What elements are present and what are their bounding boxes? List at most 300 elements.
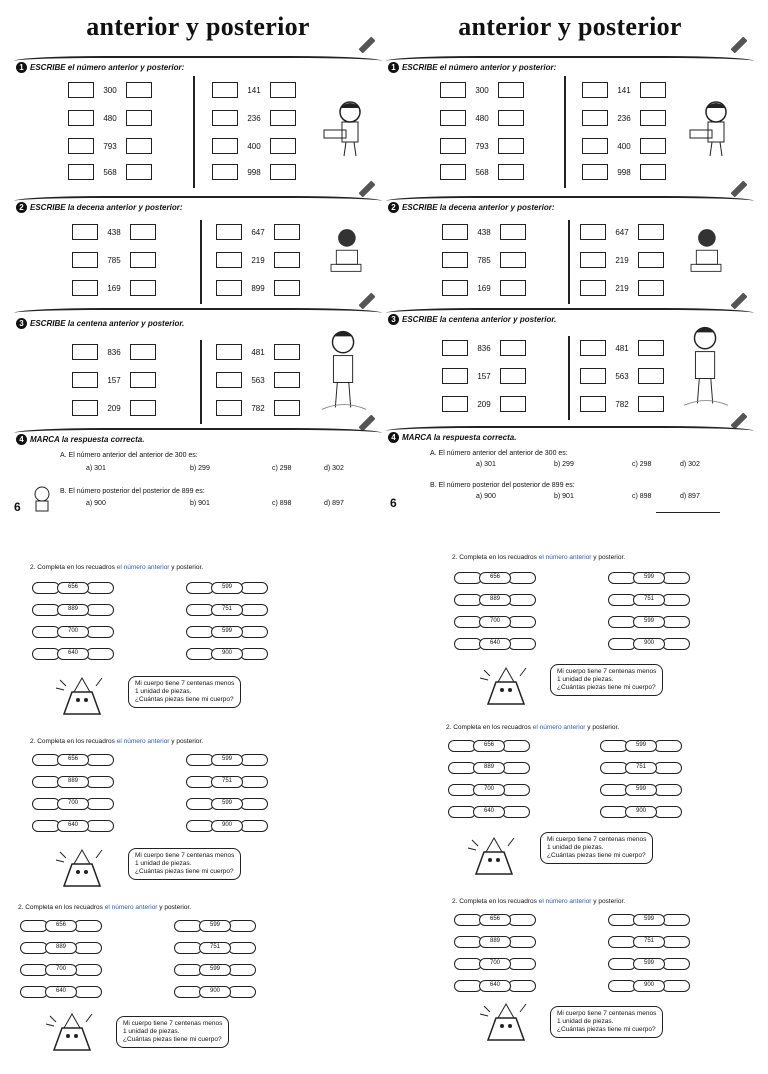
option[interactable]: d) 302 (324, 465, 344, 472)
s3-row: 481 (216, 344, 300, 360)
answer-box[interactable] (216, 344, 242, 360)
answer-link[interactable] (502, 740, 530, 752)
answer-link[interactable] (662, 914, 690, 926)
answer-link[interactable] (508, 936, 536, 948)
number-chain: 656 (20, 920, 102, 932)
answer-box[interactable] (582, 138, 608, 154)
divider (656, 512, 720, 513)
answer-link[interactable] (186, 754, 214, 766)
answer-box[interactable] (72, 280, 98, 296)
answer-link[interactable] (662, 638, 690, 650)
s2-row: 438 (72, 224, 156, 240)
answer-box[interactable] (274, 224, 300, 240)
answer-link[interactable] (608, 914, 636, 926)
number-chain: 900 (186, 820, 268, 832)
answer-link[interactable] (240, 754, 268, 766)
speech-bubble: Mi cuerpo tiene 7 centenas menos 1 unidad de piezas. ¿Cuántas piezas tiene mi cuerpo? (128, 848, 241, 880)
answer-link[interactable] (654, 740, 682, 752)
number-chain: 700 (454, 616, 536, 628)
answer-link[interactable] (502, 784, 530, 796)
answer-box[interactable] (216, 252, 242, 268)
answer-box[interactable] (68, 82, 94, 98)
answer-link[interactable] (654, 762, 682, 774)
answer-box[interactable] (72, 252, 98, 268)
answer-box[interactable] (270, 164, 296, 180)
answer-link[interactable] (608, 936, 636, 948)
answer-link[interactable] (600, 762, 628, 774)
answer-link[interactable] (608, 594, 636, 606)
option[interactable]: b) 901 (554, 493, 574, 500)
s3-row: 782 (216, 400, 300, 416)
s2-row: 899 (216, 280, 300, 296)
answer-link[interactable] (448, 762, 476, 774)
answer-link[interactable] (502, 762, 530, 774)
number-chain: 751 (186, 604, 268, 616)
option[interactable]: c) 298 (272, 465, 292, 472)
section-1-title: 1 ESCRIBE el número anterior y posterior: (16, 62, 184, 73)
number-chain: 700 (454, 958, 536, 970)
number-chain: 900 (600, 806, 682, 818)
answer-link[interactable] (86, 648, 114, 660)
answer-box[interactable] (130, 344, 156, 360)
number-chain: 599 (608, 914, 690, 926)
answer-link[interactable] (454, 594, 482, 606)
answer-link[interactable] (662, 980, 690, 992)
answer-link[interactable] (228, 964, 256, 976)
number-chain: 751 (600, 762, 682, 774)
answer-link[interactable] (454, 980, 482, 992)
answer-box[interactable] (440, 82, 466, 98)
answer-link[interactable] (240, 776, 268, 788)
divider (14, 308, 382, 318)
answer-link[interactable] (86, 776, 114, 788)
answer-link[interactable] (228, 986, 256, 998)
page-number: 6 (14, 500, 21, 514)
answer-box[interactable] (72, 224, 98, 240)
option[interactable]: c) 898 (632, 493, 652, 500)
answer-box[interactable] (580, 280, 606, 296)
worksheet-title: anterior y posterior (86, 12, 310, 41)
answer-box[interactable] (638, 396, 664, 412)
option[interactable]: d) 897 (324, 500, 344, 507)
answer-link[interactable] (74, 920, 102, 932)
answer-box[interactable] (212, 164, 238, 180)
answer-link[interactable] (454, 936, 482, 948)
question-a-options (86, 465, 344, 472)
answer-link[interactable] (454, 572, 482, 584)
child-reading-illustration (320, 98, 370, 158)
answer-link[interactable] (608, 638, 636, 650)
answer-link[interactable] (174, 986, 202, 998)
answer-box[interactable] (582, 82, 608, 98)
answer-box[interactable] (582, 110, 608, 126)
robot-illustration (476, 998, 536, 1046)
answer-link[interactable] (508, 638, 536, 650)
number-chain: 599 (186, 582, 268, 594)
answer-box[interactable] (130, 280, 156, 296)
answer-box[interactable] (212, 138, 238, 154)
answer-box[interactable] (68, 110, 94, 126)
answer-box[interactable] (440, 110, 466, 126)
number-chain: 900 (608, 638, 690, 650)
number-chain: 889 (20, 942, 102, 954)
answer-box[interactable] (640, 110, 666, 126)
answer-box[interactable] (580, 340, 606, 356)
number-chain: 656 (448, 740, 530, 752)
answer-link[interactable] (86, 582, 114, 594)
answer-box[interactable] (274, 344, 300, 360)
s1-row: 793 (440, 138, 524, 154)
answer-box[interactable] (442, 224, 468, 240)
child-writing-illustration (324, 224, 368, 280)
child-thinking-illustration (682, 322, 730, 410)
answer-link[interactable] (32, 754, 60, 766)
answer-link[interactable] (74, 964, 102, 976)
answer-box[interactable] (498, 138, 524, 154)
answer-box[interactable] (72, 344, 98, 360)
option[interactable]: d) 897 (680, 493, 700, 500)
robot-illustration (42, 1008, 102, 1056)
option[interactable]: b) 901 (190, 500, 210, 507)
answer-box[interactable] (442, 368, 468, 384)
answer-link[interactable] (454, 616, 482, 628)
question-a-options (476, 461, 700, 468)
answer-link[interactable] (662, 616, 690, 628)
s3-row: 209 (442, 396, 526, 412)
s1-row: 400 (582, 138, 666, 154)
chain-sheet (18, 564, 318, 734)
answer-box[interactable] (442, 340, 468, 356)
question-a: A. El número anterior del anterior de 300 es: (430, 450, 568, 457)
number-chain: 640 (32, 820, 114, 832)
answer-link[interactable] (448, 784, 476, 796)
answer-link[interactable] (240, 604, 268, 616)
answer-link[interactable] (448, 806, 476, 818)
answer-link[interactable] (608, 616, 636, 628)
answer-link[interactable] (240, 820, 268, 832)
section-2-title: 2 ESCRIBE la decena anterior y posterior: (16, 202, 183, 213)
option[interactable]: a) 301 (86, 465, 106, 472)
answer-link[interactable] (174, 920, 202, 932)
child-reading-illustration (686, 98, 736, 158)
answer-box[interactable] (72, 372, 98, 388)
option[interactable]: b) 299 (554, 461, 574, 468)
answer-link[interactable] (608, 980, 636, 992)
s1-row: 998 (582, 164, 666, 180)
answer-link[interactable] (32, 648, 60, 660)
answer-link[interactable] (186, 798, 214, 810)
answer-link[interactable] (186, 648, 214, 660)
answer-box[interactable] (274, 252, 300, 268)
number-chain: 700 (20, 964, 102, 976)
answer-link[interactable] (86, 626, 114, 638)
speech-bubble: Mi cuerpo tiene 7 centenas menos 1 unidad de piezas. ¿Cuántas piezas tiene mi cuerpo? (116, 1016, 229, 1048)
answer-box[interactable] (638, 280, 664, 296)
chain-sheet (434, 724, 734, 894)
number-chain: 656 (32, 582, 114, 594)
answer-box[interactable] (274, 400, 300, 416)
answer-link[interactable] (186, 604, 214, 616)
answer-link[interactable] (186, 776, 214, 788)
s2-row: 219 (580, 280, 664, 296)
answer-box[interactable] (130, 400, 156, 416)
number-chain: 640 (454, 638, 536, 650)
child-thinking-illustration (320, 326, 368, 414)
answer-link[interactable] (86, 820, 114, 832)
answer-box[interactable] (638, 224, 664, 240)
s1-row: 141 (212, 82, 296, 98)
section-1-title: 1 ESCRIBE el número anterior y posterior: (388, 62, 556, 73)
answer-link[interactable] (32, 582, 60, 594)
answer-box[interactable] (68, 138, 94, 154)
answer-link[interactable] (662, 572, 690, 584)
answer-box[interactable] (640, 82, 666, 98)
answer-box[interactable] (126, 82, 152, 98)
answer-link[interactable] (20, 942, 48, 954)
answer-box[interactable] (130, 252, 156, 268)
answer-box[interactable] (212, 110, 238, 126)
answer-box[interactable] (498, 164, 524, 180)
answer-box[interactable] (580, 224, 606, 240)
answer-box[interactable] (216, 224, 242, 240)
answer-box[interactable] (640, 164, 666, 180)
answer-box[interactable] (270, 138, 296, 154)
answer-box[interactable] (130, 372, 156, 388)
s1-row: 568 (68, 164, 152, 180)
answer-box[interactable] (270, 110, 296, 126)
option[interactable]: a) 900 (476, 493, 496, 500)
speech-bubble: Mi cuerpo tiene 7 centenas menos 1 unidad de piezas. ¿Cuántas piezas tiene mi cuerpo? (550, 1006, 663, 1038)
answer-link[interactable] (454, 958, 482, 970)
answer-link[interactable] (502, 806, 530, 818)
answer-link[interactable] (86, 754, 114, 766)
answer-link[interactable] (86, 798, 114, 810)
question-b-options (86, 500, 344, 507)
number-chain: 656 (454, 914, 536, 926)
number-chain: 900 (608, 980, 690, 992)
answer-link[interactable] (600, 806, 628, 818)
answer-link[interactable] (228, 942, 256, 954)
s3-row: 157 (72, 372, 156, 388)
s3-row: 157 (442, 368, 526, 384)
answer-box[interactable] (126, 138, 152, 154)
robot-illustration (52, 672, 112, 720)
answer-box[interactable] (500, 368, 526, 384)
answer-link[interactable] (662, 936, 690, 948)
answer-box[interactable] (442, 280, 468, 296)
answer-box[interactable] (216, 280, 242, 296)
answer-link[interactable] (508, 572, 536, 584)
section-4-title: 4 MARCA la respuesta correcta. (16, 434, 144, 445)
section-4-title: 4 MARCA la respuesta correcta. (388, 432, 516, 443)
s2-row: 647 (216, 224, 300, 240)
answer-link[interactable] (600, 740, 628, 752)
number-chain: 900 (174, 986, 256, 998)
divider (193, 76, 195, 188)
s2-row: 785 (72, 252, 156, 268)
number-chain: 599 (600, 784, 682, 796)
answer-box[interactable] (130, 224, 156, 240)
number-chain: 599 (174, 964, 256, 976)
answer-link[interactable] (20, 986, 48, 998)
s1-row: 300 (68, 82, 152, 98)
answer-box[interactable] (500, 252, 526, 268)
number-chain: 640 (32, 648, 114, 660)
number-chain: 640 (454, 980, 536, 992)
answer-box[interactable] (270, 82, 296, 98)
answer-box[interactable] (274, 372, 300, 388)
answer-box[interactable] (582, 164, 608, 180)
answer-box[interactable] (72, 400, 98, 416)
answer-box[interactable] (580, 396, 606, 412)
pencil-icon (359, 181, 376, 198)
answer-link[interactable] (608, 572, 636, 584)
option[interactable]: c) 298 (632, 461, 652, 468)
chain-sheet-title: 2. Completa en los recuadros el número anterior y posterior. (30, 738, 204, 745)
answer-link[interactable] (608, 958, 636, 970)
chain-sheet-title: 2. Completa en los recuadros el número anterior y posterior. (30, 564, 204, 571)
answer-box[interactable] (442, 396, 468, 412)
answer-link[interactable] (662, 958, 690, 970)
number-chain: 889 (448, 762, 530, 774)
number-chain: 751 (174, 942, 256, 954)
answer-box[interactable] (638, 340, 664, 356)
pencil-icon (359, 293, 376, 310)
answer-box[interactable] (638, 368, 664, 384)
chain-sheet (440, 554, 740, 724)
answer-link[interactable] (454, 638, 482, 650)
answer-link[interactable] (454, 914, 482, 926)
answer-box[interactable] (68, 164, 94, 180)
answer-link[interactable] (600, 784, 628, 796)
number-chain: 599 (186, 754, 268, 766)
answer-link[interactable] (240, 582, 268, 594)
option[interactable]: c) 898 (272, 500, 292, 507)
number-chain: 640 (20, 986, 102, 998)
number-chain: 889 (454, 936, 536, 948)
number-chain: 599 (174, 920, 256, 932)
answer-link[interactable] (240, 798, 268, 810)
answer-link[interactable] (32, 626, 60, 638)
s2-row: 219 (216, 252, 300, 268)
answer-box[interactable] (126, 164, 152, 180)
robot-illustration (476, 662, 536, 710)
number-chain: 889 (32, 776, 114, 788)
number-chain: 700 (32, 798, 114, 810)
number-chain: 599 (608, 616, 690, 628)
answer-box[interactable] (500, 340, 526, 356)
answer-link[interactable] (448, 740, 476, 752)
answer-link[interactable] (20, 920, 48, 932)
answer-link[interactable] (508, 958, 536, 970)
answer-box[interactable] (274, 280, 300, 296)
answer-box[interactable] (212, 82, 238, 98)
answer-link[interactable] (508, 616, 536, 628)
option[interactable]: b) 299 (190, 465, 210, 472)
answer-box[interactable] (498, 110, 524, 126)
answer-link[interactable] (74, 942, 102, 954)
s1-row: 998 (212, 164, 296, 180)
s3-row: 563 (216, 372, 300, 388)
child-writing-illustration (684, 224, 728, 280)
answer-link[interactable] (240, 648, 268, 660)
number-chain: 889 (32, 604, 114, 616)
answer-box[interactable] (440, 164, 466, 180)
option[interactable]: a) 301 (476, 461, 496, 468)
answer-box[interactable] (442, 252, 468, 268)
answer-link[interactable] (508, 980, 536, 992)
number-chain: 889 (454, 594, 536, 606)
chain-sheet (440, 898, 740, 1068)
answer-link[interactable] (32, 798, 60, 810)
answer-box[interactable] (126, 110, 152, 126)
answer-link[interactable] (174, 942, 202, 954)
option[interactable]: a) 900 (86, 500, 106, 507)
number-chain: 751 (608, 594, 690, 606)
answer-box[interactable] (500, 280, 526, 296)
section-3-title: 3 ESCRIBE la centena anterior y posterior. (388, 314, 556, 325)
number-chain: 599 (608, 958, 690, 970)
option[interactable]: d) 302 (680, 461, 700, 468)
answer-box[interactable] (500, 396, 526, 412)
answer-link[interactable] (508, 914, 536, 926)
answer-link[interactable] (240, 626, 268, 638)
answer-link[interactable] (20, 964, 48, 976)
number-chain: 599 (608, 572, 690, 584)
answer-box[interactable] (498, 82, 524, 98)
answer-link[interactable] (32, 776, 60, 788)
answer-link[interactable] (86, 604, 114, 616)
answer-link[interactable] (662, 594, 690, 606)
s3-row: 836 (442, 340, 526, 356)
divider (200, 220, 202, 304)
answer-box[interactable] (640, 138, 666, 154)
chain-sheet-title: 2. Completa en los recuadros el número anterior y posterior. (18, 904, 192, 911)
number-chain: 599 (600, 740, 682, 752)
answer-link[interactable] (654, 784, 682, 796)
answer-link[interactable] (32, 604, 60, 616)
number-chain: 751 (186, 776, 268, 788)
answer-link[interactable] (186, 820, 214, 832)
divider (568, 220, 570, 304)
answer-box[interactable] (216, 372, 242, 388)
answer-box[interactable] (580, 252, 606, 268)
answer-box[interactable] (216, 400, 242, 416)
answer-link[interactable] (228, 920, 256, 932)
worksheet-left (14, 10, 382, 520)
answer-box[interactable] (440, 138, 466, 154)
answer-link[interactable] (74, 986, 102, 998)
chain-sheet-title: 2. Completa en los recuadros el número anterior y posterior. (452, 898, 626, 905)
speech-bubble: Mi cuerpo tiene 7 centenas menos 1 unidad de piezas. ¿Cuántas piezas tiene mi cuerpo? (540, 832, 653, 864)
answer-link[interactable] (32, 820, 60, 832)
s2-row: 219 (580, 252, 664, 268)
pencil-icon (731, 181, 748, 198)
s1-row: 300 (440, 82, 524, 98)
answer-box[interactable] (638, 252, 664, 268)
s2-row: 647 (580, 224, 664, 240)
answer-box[interactable] (500, 224, 526, 240)
answer-link[interactable] (508, 594, 536, 606)
number-chain: 700 (32, 626, 114, 638)
answer-link[interactable] (654, 806, 682, 818)
s1-row: 480 (68, 110, 152, 126)
answer-box[interactable] (580, 368, 606, 384)
answer-link[interactable] (186, 582, 214, 594)
answer-link[interactable] (174, 964, 202, 976)
s1-row: 400 (212, 138, 296, 154)
answer-link[interactable] (186, 626, 214, 638)
